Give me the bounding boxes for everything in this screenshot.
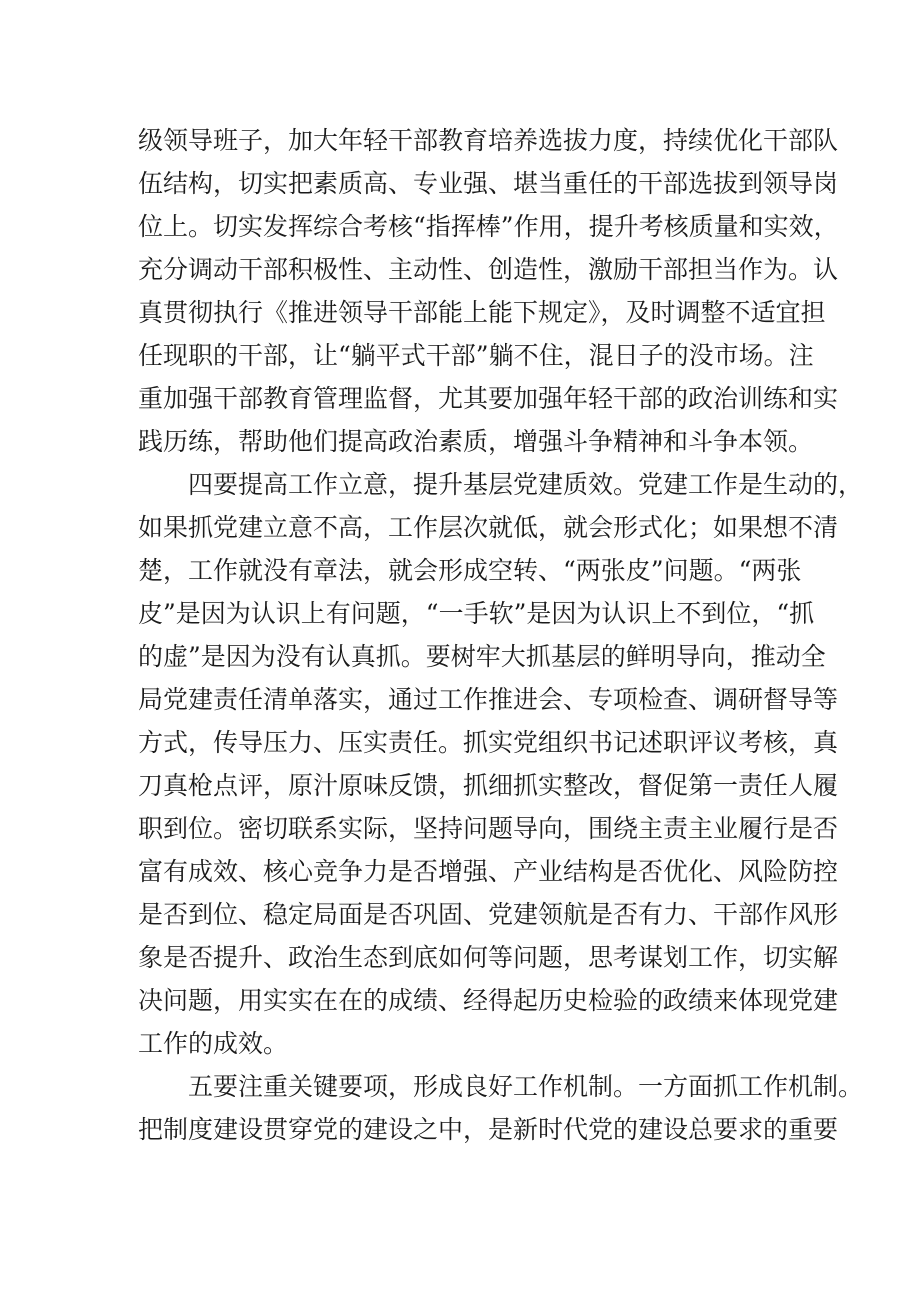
paragraph-4-first-line: 四要提高工作立意，提升基层党建质效。党建工作是生动的， (188, 470, 864, 499)
text-line-5: 真贯彻执行《推进领导干部能上能下规定》，及时调整不适宜担 (138, 298, 826, 327)
text-line-4: 充分调动干部积极性、主动性、创造性，激励干部担当作为。认 (138, 255, 839, 284)
text-line-8: 践历练，帮助他们提高政治素质，增强斗争精神和斗争本领。 (138, 427, 814, 456)
text-line-15: 方式，传导压力、压实责任。抓实党组织书记述职评议考核，真 (138, 728, 839, 757)
text-line-7: 重加强干部教育管理监督，尤其要加强年轻干部的政治训练和实 (138, 384, 839, 413)
text-line-11: 楚，工作就没有章法，就会形成空转、“两张皮”问题。“两张 (138, 556, 802, 585)
paragraph-5-first-line: 五要注重关键要项，形成良好工作机制。一方面抓工作机制。 (188, 1072, 864, 1101)
text-line-24: 把制度建设贯穿党的建设之中，是新时代党的建设总要求的重要 (138, 1115, 839, 1144)
text-line-18: 富有成效、核心竞争力是否增强、产业结构是否优化、风险防控 (138, 857, 839, 886)
text-line-12: 皮”是因为认识上有问题，“一手软”是因为认识上不到位，“抓 (138, 599, 815, 628)
text-line-19: 是否到位、稳定局面是否巩固、党建领航是否有力、干部作风形 (138, 900, 839, 929)
text-line-2: 伍结构，切实把素质高、专业强、堪当重任的干部选拔到领导岗 (138, 169, 839, 198)
text-line-13: 的虚”是因为没有认真抓。要树牢大抓基层的鲜明导向，推动全 (138, 642, 826, 671)
text-line-14: 局党建责任清单落实，通过工作推进会、专项检查、调研督导等 (138, 685, 839, 714)
text-line-20: 象是否提升、政治生态到底如何等问题，思考谋划工作，切实解 (138, 943, 839, 972)
text-line-3: 位上。切实发挥综合考核“指挥棒”作用，提升考核质量和实效， (138, 212, 839, 241)
text-line-16: 刀真枪点评，原汁原味反馈，抓细抓实整改，督促第一责任人履 (138, 771, 839, 800)
text-line-6: 任现职的干部，让“躺平式干部”躺不住，混日子的没市场。注 (138, 341, 814, 370)
text-line-22: 工作的成效。 (138, 1029, 289, 1058)
text-line-21: 决问题，用实实在在的成绩、经得起历史检验的政绩来体现党建 (138, 986, 839, 1015)
text-line-1: 级领导班子，加大年轻干部教育培养选拔力度，持续优化干部队 (138, 126, 839, 155)
text-line-17: 职到位。密切联系实际，坚持问题导向，围绕主责主业履行是否 (138, 814, 839, 843)
text-line-10: 如果抓党建立意不高，工作层次就低，就会形式化；如果想不清 (138, 513, 839, 542)
